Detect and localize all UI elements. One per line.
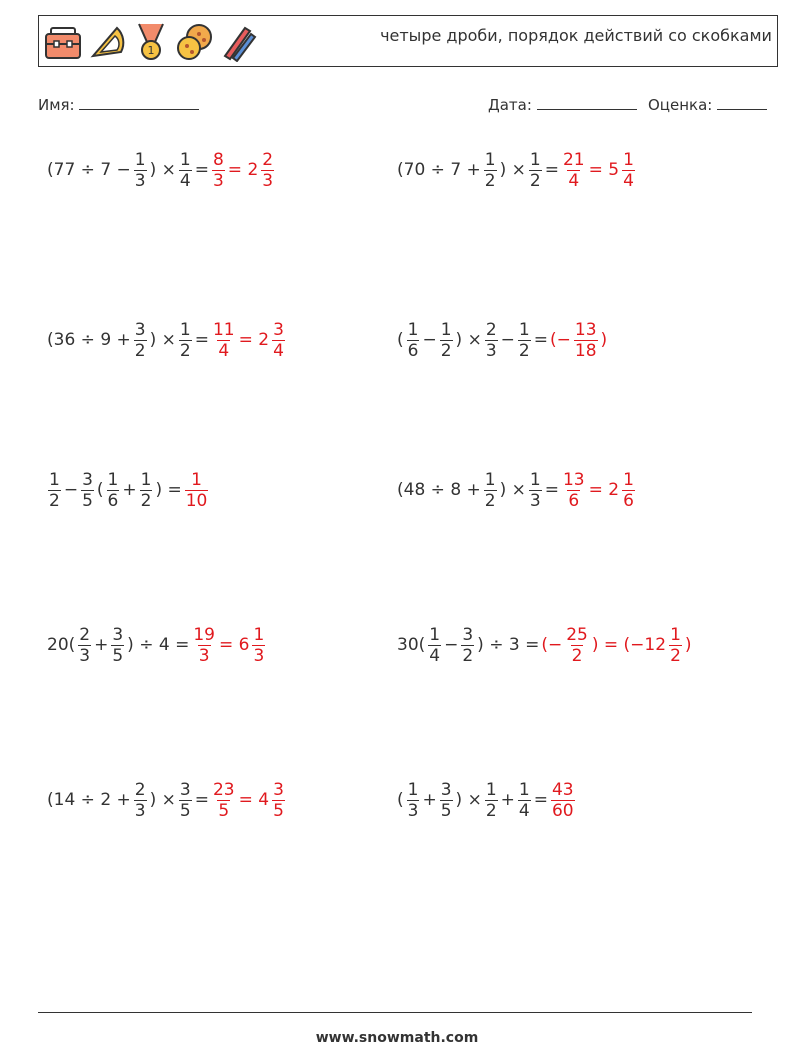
denominator: 2 bbox=[440, 340, 452, 361]
fraction bbox=[529, 150, 542, 191]
numerator: 1 bbox=[253, 624, 265, 645]
answer-text: ) = (−12 bbox=[591, 635, 667, 655]
denominator: 2 bbox=[484, 170, 496, 191]
expression-text: ) = bbox=[155, 480, 182, 500]
answer-fraction bbox=[261, 150, 274, 191]
answer-fraction bbox=[562, 150, 586, 191]
fraction bbox=[529, 470, 542, 511]
fraction bbox=[134, 320, 147, 361]
numerator: 1 bbox=[670, 624, 681, 645]
name-label: Имя: bbox=[38, 96, 75, 114]
numerator: 3 bbox=[82, 469, 93, 490]
numerator: 1 bbox=[623, 149, 634, 170]
numerator: 1 bbox=[484, 149, 496, 170]
denominator: 5 bbox=[440, 800, 452, 821]
expression-text: ( bbox=[397, 330, 404, 350]
expression-text: = bbox=[194, 330, 209, 350]
name-blank[interactable] bbox=[79, 95, 199, 110]
answer-text: = 2 bbox=[588, 480, 620, 500]
numerator: 1 bbox=[440, 319, 452, 340]
denominator: 2 bbox=[485, 800, 497, 821]
numerator: 21 bbox=[562, 149, 585, 170]
numerator: 1 bbox=[107, 469, 119, 490]
answer-text: ) bbox=[684, 635, 692, 655]
fraction bbox=[440, 320, 453, 361]
numerator: 23 bbox=[212, 779, 235, 800]
fraction bbox=[111, 625, 124, 666]
expression-text: = bbox=[533, 330, 548, 350]
denominator: 4 bbox=[568, 170, 580, 191]
numerator: 13 bbox=[562, 469, 585, 490]
date-label: Дата: bbox=[488, 96, 532, 114]
numerator: 1 bbox=[518, 319, 530, 340]
denominator: 2 bbox=[134, 340, 146, 361]
expression-text: + bbox=[500, 790, 515, 810]
expression-text: + bbox=[122, 480, 137, 500]
fraction bbox=[48, 470, 61, 511]
pencils-icon bbox=[219, 22, 259, 62]
answer-text: = 5 bbox=[588, 160, 620, 180]
numerator: 1 bbox=[407, 319, 419, 340]
denominator: 3 bbox=[407, 800, 419, 821]
answer-fraction bbox=[192, 625, 216, 666]
denominator: 2 bbox=[518, 340, 530, 361]
answer-text: = 4 bbox=[238, 790, 270, 810]
medal-icon bbox=[131, 22, 171, 62]
fraction bbox=[484, 470, 497, 511]
expression-text: ) × bbox=[455, 790, 482, 810]
numerator: 43 bbox=[551, 779, 574, 800]
numerator: 3 bbox=[179, 779, 191, 800]
fraction bbox=[485, 320, 498, 361]
numerator: 1 bbox=[429, 624, 441, 645]
expression-text: 30( bbox=[397, 635, 426, 655]
answer-fraction bbox=[212, 320, 236, 361]
denominator: 3 bbox=[262, 170, 274, 191]
expression-text: − bbox=[500, 330, 515, 350]
answer-fraction bbox=[551, 780, 575, 821]
expression-text: = bbox=[533, 790, 548, 810]
denominator: 4 bbox=[429, 645, 441, 666]
denominator: 2 bbox=[529, 170, 541, 191]
expression-text: 20( bbox=[47, 635, 76, 655]
denominator: 3 bbox=[212, 170, 224, 191]
numerator: 13 bbox=[574, 319, 597, 340]
numerator: 1 bbox=[518, 779, 530, 800]
denominator: 2 bbox=[484, 490, 496, 511]
numerator: 2 bbox=[485, 319, 497, 340]
numerator: 1 bbox=[529, 469, 541, 490]
numerator: 3 bbox=[134, 319, 146, 340]
svg-text:1: 1 bbox=[147, 44, 155, 57]
denominator: 2 bbox=[462, 645, 474, 666]
fraction bbox=[428, 625, 441, 666]
denominator: 3 bbox=[529, 490, 541, 511]
answer-fraction bbox=[272, 320, 285, 361]
denominator: 4 bbox=[623, 170, 634, 191]
numerator: 3 bbox=[462, 624, 474, 645]
numerator: 19 bbox=[193, 624, 215, 645]
denominator: 5 bbox=[82, 490, 93, 511]
denominator: 5 bbox=[179, 800, 191, 821]
expression-text: (48 ÷ 8 + bbox=[397, 480, 481, 500]
footer-divider bbox=[38, 1012, 752, 1013]
numerator: 3 bbox=[112, 624, 124, 645]
answer-fraction bbox=[212, 150, 225, 191]
fraction bbox=[134, 780, 147, 821]
denominator: 6 bbox=[107, 490, 119, 511]
denominator: 2 bbox=[179, 340, 191, 361]
expression-text: ) × bbox=[499, 160, 526, 180]
denominator: 3 bbox=[198, 645, 210, 666]
answer-fraction bbox=[622, 150, 635, 191]
grade-blank[interactable] bbox=[717, 95, 767, 110]
expression-text: (36 ÷ 9 + bbox=[47, 330, 131, 350]
expression-text: ( bbox=[96, 480, 104, 500]
briefcase-icon bbox=[43, 22, 83, 62]
numerator: 2 bbox=[134, 779, 146, 800]
fraction bbox=[407, 320, 420, 361]
name-field bbox=[38, 95, 199, 114]
expression-text: − bbox=[63, 480, 79, 500]
answer-fraction bbox=[574, 320, 598, 361]
denominator: 4 bbox=[218, 340, 230, 361]
expression-text: ) ÷ 4 = bbox=[127, 635, 190, 655]
denominator: 6 bbox=[623, 490, 634, 511]
date-blank[interactable] bbox=[537, 95, 637, 110]
denominator: 4 bbox=[179, 170, 191, 191]
answer-text: = 6 bbox=[218, 635, 250, 655]
problem-10 bbox=[396, 770, 577, 830]
expression-text: − bbox=[444, 635, 459, 655]
numerator: 11 bbox=[212, 319, 235, 340]
denominator: 2 bbox=[140, 490, 152, 511]
fraction bbox=[134, 150, 147, 191]
fraction bbox=[179, 150, 192, 191]
grade-label: Оценка: bbox=[648, 96, 713, 114]
expression-text: + bbox=[422, 790, 437, 810]
expression-text: ) ÷ 3 = bbox=[477, 635, 540, 655]
fraction bbox=[440, 780, 453, 821]
expression-text: + bbox=[94, 635, 109, 655]
expression-text: = bbox=[544, 480, 559, 500]
denominator: 5 bbox=[273, 800, 284, 821]
expression-text: = bbox=[194, 790, 209, 810]
denominator: 3 bbox=[134, 800, 146, 821]
fraction bbox=[461, 625, 474, 666]
numerator: 3 bbox=[273, 779, 284, 800]
problem-2 bbox=[396, 140, 637, 200]
expression-text: (14 ÷ 2 + bbox=[47, 790, 131, 810]
numerator: 2 bbox=[262, 149, 274, 170]
fraction bbox=[179, 320, 192, 361]
expression-text: = bbox=[194, 160, 209, 180]
denominator: 10 bbox=[185, 490, 208, 511]
denominator: 2 bbox=[49, 490, 60, 511]
denominator: 5 bbox=[112, 645, 124, 666]
answer-fraction bbox=[565, 625, 589, 666]
problem-7 bbox=[46, 615, 267, 675]
fraction bbox=[484, 150, 497, 191]
numerator: 1 bbox=[191, 469, 202, 490]
answer-fraction bbox=[562, 470, 586, 511]
fraction bbox=[407, 780, 420, 821]
numerator: 1 bbox=[529, 149, 541, 170]
numerator: 1 bbox=[134, 149, 146, 170]
denominator: 3 bbox=[253, 645, 265, 666]
answer-fraction bbox=[252, 625, 265, 666]
numerator: 2 bbox=[79, 624, 91, 645]
expression-text: ) × bbox=[499, 480, 526, 500]
problem-5 bbox=[46, 460, 210, 520]
grade-field bbox=[648, 95, 767, 114]
fraction bbox=[518, 320, 531, 361]
answer-fraction bbox=[212, 780, 236, 821]
numerator: 1 bbox=[140, 469, 152, 490]
answer-text: (− bbox=[549, 330, 571, 350]
fraction bbox=[179, 780, 192, 821]
worksheet-header bbox=[38, 15, 778, 67]
fraction bbox=[140, 470, 153, 511]
numerator: 1 bbox=[49, 469, 60, 490]
fraction bbox=[78, 625, 91, 666]
date-field bbox=[488, 95, 637, 114]
numerator: 3 bbox=[440, 779, 452, 800]
expression-text: ) × bbox=[455, 330, 482, 350]
problem-8 bbox=[396, 615, 693, 675]
problem-3 bbox=[46, 310, 287, 370]
denominator: 2 bbox=[571, 645, 583, 666]
footer-site: www.snowmath.com bbox=[315, 1030, 479, 1046]
fraction bbox=[485, 780, 498, 821]
numerator: 1 bbox=[485, 779, 497, 800]
problem-1 bbox=[46, 140, 276, 200]
numerator: 3 bbox=[273, 319, 284, 340]
problem-4 bbox=[396, 310, 608, 370]
expression-text: ) × bbox=[149, 790, 176, 810]
answer-fraction bbox=[669, 625, 682, 666]
answer-fraction bbox=[272, 780, 285, 821]
answer-text: ) bbox=[600, 330, 608, 350]
protractor-icon bbox=[87, 22, 127, 62]
numerator: 1 bbox=[179, 149, 191, 170]
fraction bbox=[518, 780, 531, 821]
denominator: 18 bbox=[574, 340, 597, 361]
numerator: 8 bbox=[212, 149, 224, 170]
expression-text: = bbox=[544, 160, 559, 180]
denominator: 5 bbox=[218, 800, 230, 821]
expression-text: ( bbox=[397, 790, 404, 810]
worksheet-title: четыре дроби, порядок действий со скобками bbox=[380, 26, 772, 45]
denominator: 3 bbox=[79, 645, 91, 666]
problem-6 bbox=[396, 460, 637, 520]
numerator: 25 bbox=[566, 624, 588, 645]
denominator: 6 bbox=[568, 490, 580, 511]
expression-text: ) × bbox=[149, 330, 176, 350]
expression-text: − bbox=[422, 330, 437, 350]
fraction bbox=[107, 470, 120, 511]
denominator: 4 bbox=[273, 340, 284, 361]
numerator: 1 bbox=[484, 469, 496, 490]
answer-text: = 2 bbox=[227, 160, 259, 180]
answer-text: = 2 bbox=[238, 330, 270, 350]
denominator: 6 bbox=[407, 340, 419, 361]
denominator: 3 bbox=[134, 170, 146, 191]
answer-text: (− bbox=[541, 635, 563, 655]
header-icons bbox=[43, 20, 259, 64]
cookie-icon bbox=[175, 22, 215, 62]
numerator: 1 bbox=[179, 319, 191, 340]
denominator: 3 bbox=[485, 340, 497, 361]
expression-text: ) × bbox=[149, 160, 176, 180]
denominator: 60 bbox=[551, 800, 574, 821]
expression-text: (70 ÷ 7 + bbox=[397, 160, 481, 180]
fraction bbox=[81, 470, 94, 511]
problem-9 bbox=[46, 770, 287, 830]
answer-fraction bbox=[185, 470, 209, 511]
expression-text: (77 ÷ 7 − bbox=[47, 160, 131, 180]
answer-fraction bbox=[622, 470, 635, 511]
numerator: 1 bbox=[623, 469, 634, 490]
numerator: 1 bbox=[407, 779, 419, 800]
denominator: 4 bbox=[518, 800, 530, 821]
denominator: 2 bbox=[670, 645, 681, 666]
